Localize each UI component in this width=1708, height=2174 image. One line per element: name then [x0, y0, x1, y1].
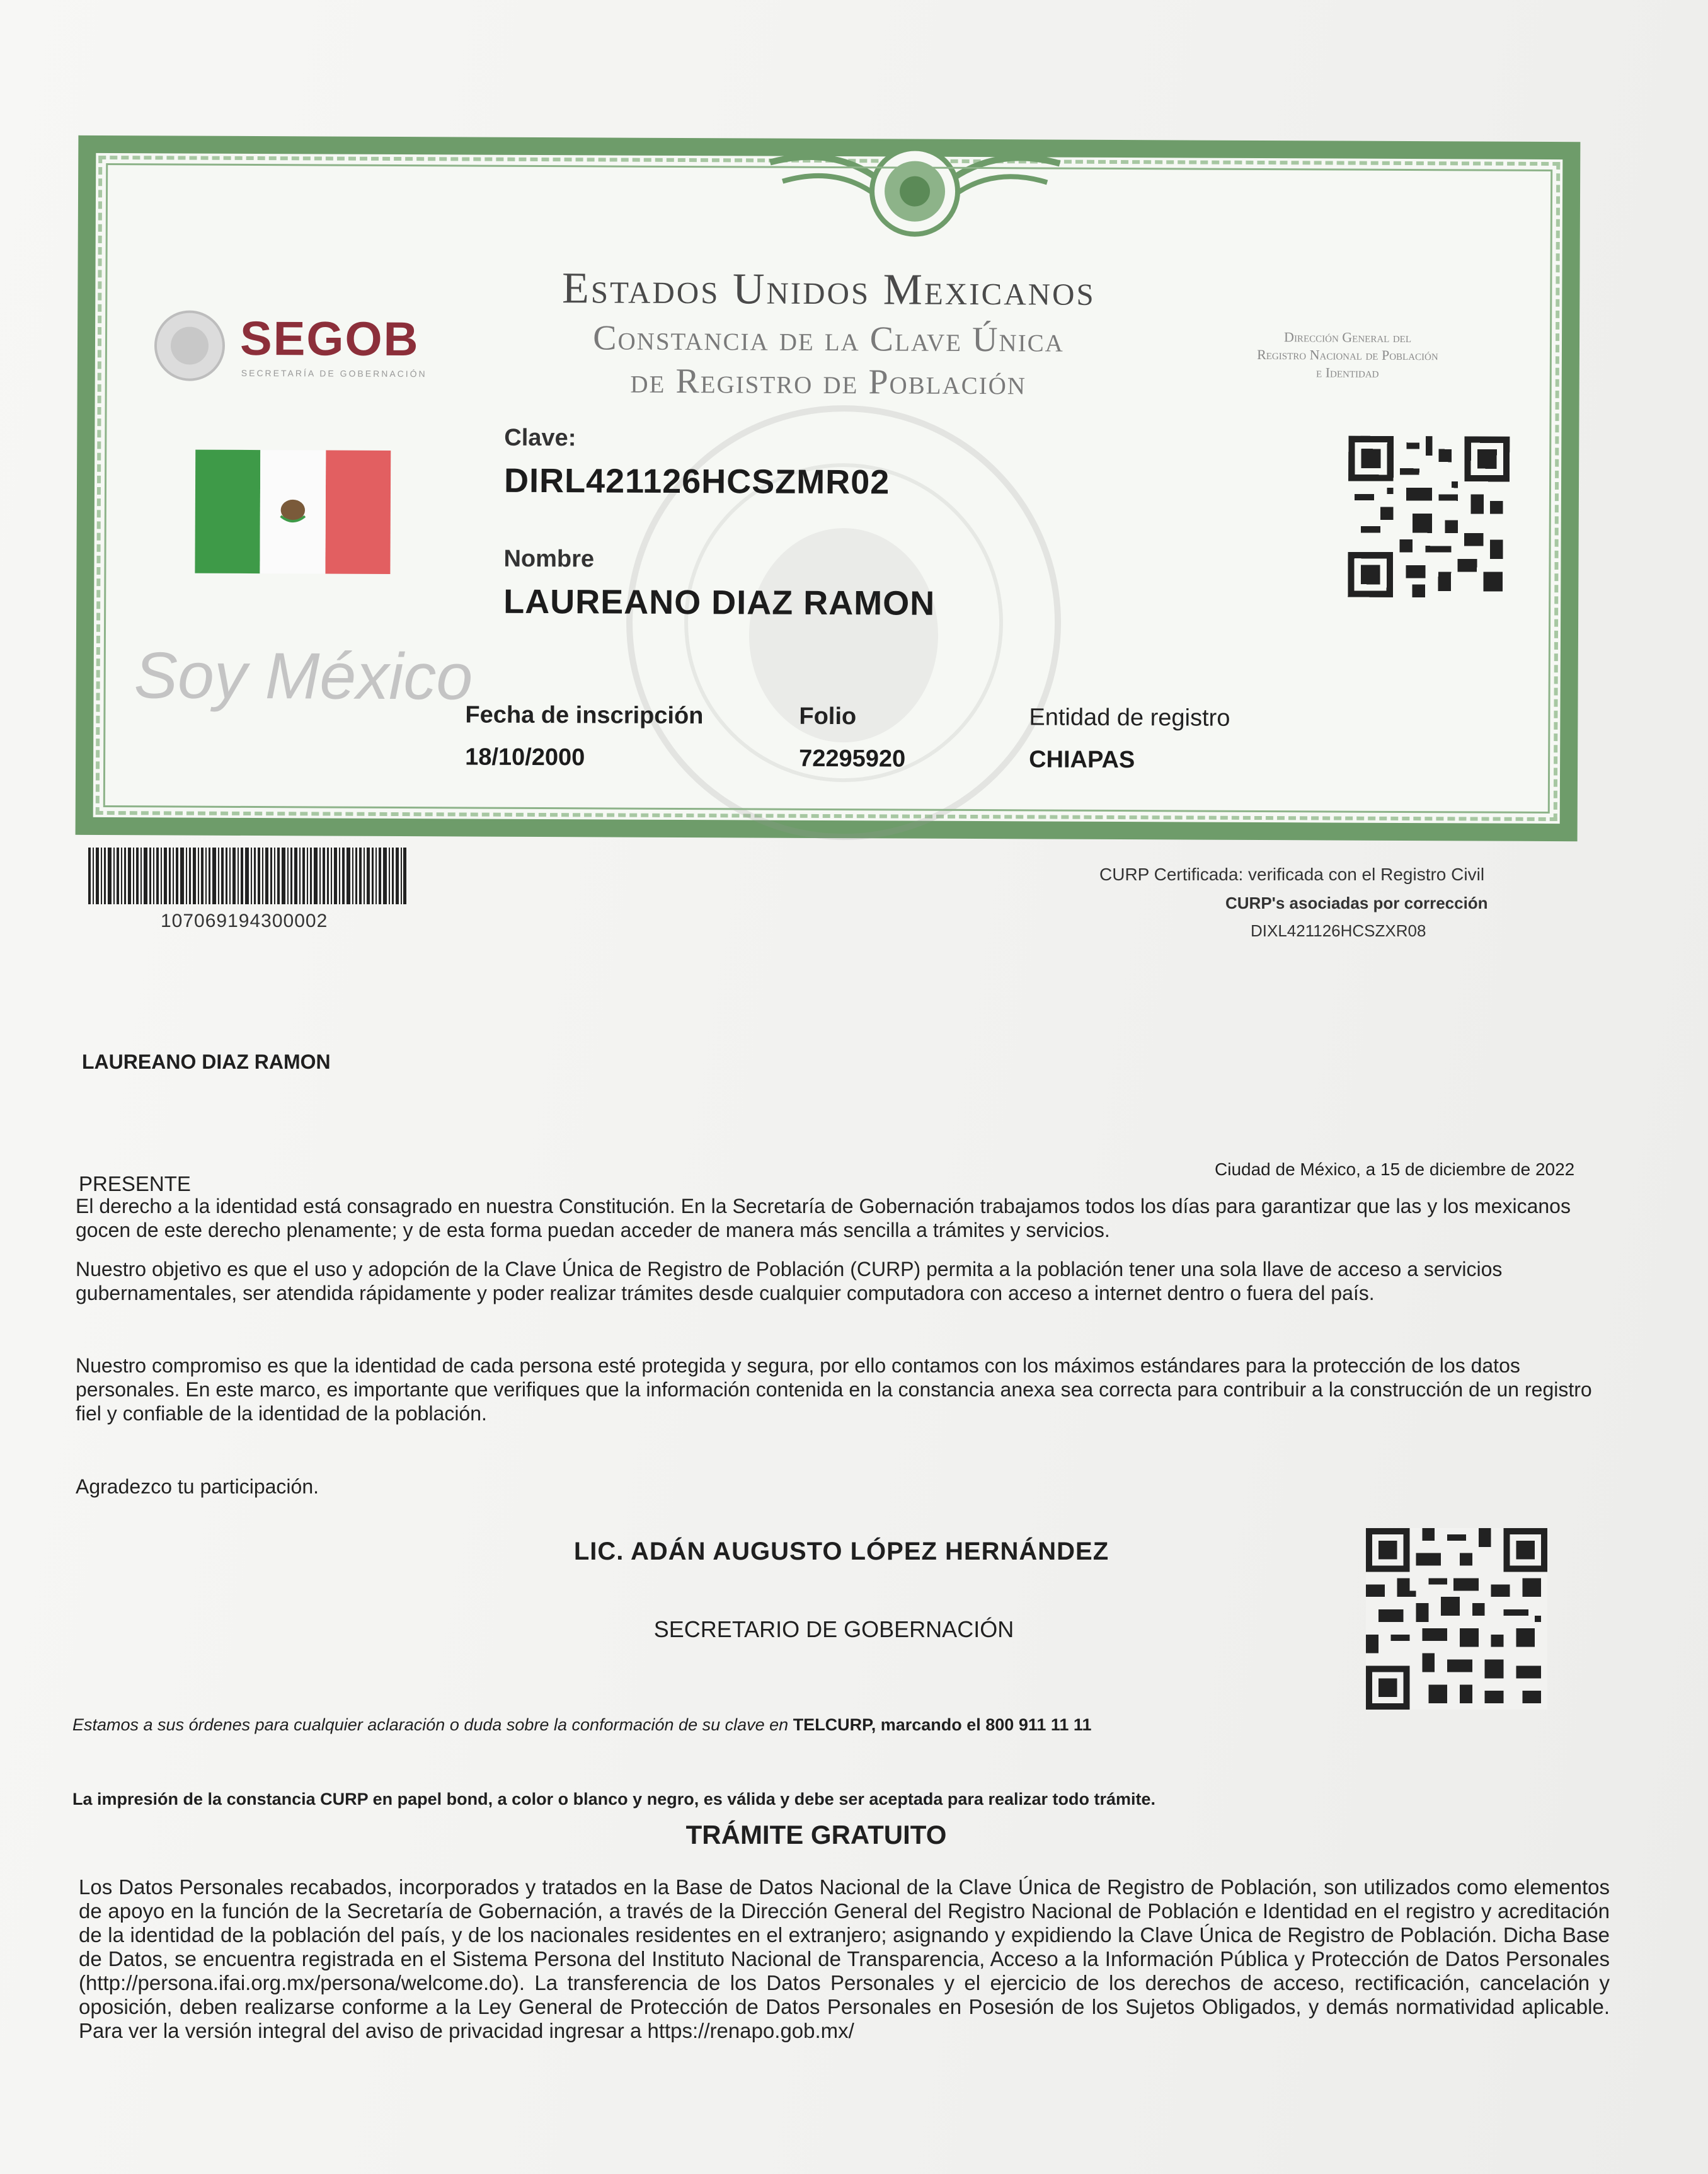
dgrnpi-line2: Registro Nacional de Población [1257, 346, 1438, 364]
signer-name: LIC. ADÁN AUGUSTO LÓPEZ HERNÁNDEZ [573, 1538, 1109, 1565]
segob-subtitle: SECRETARÍA DE GOBERNACIÓN [241, 367, 427, 379]
country-title: Estados Unidos Mexicanos [561, 264, 1096, 315]
qr-code-icon [1366, 1528, 1547, 1710]
entidad-value: CHIAPAS [1029, 746, 1135, 774]
entidad-label: Entidad de registro [1029, 704, 1230, 732]
letter-paragraph-1: El derecho a la identidad está consagrado en nuestra Constitución. En la Secretaría de Gobernación trabajamos todos los días para garantizar que las y los mexicanos gocen de este derecho plenamente; y de esta forma puedan acceder de manera más sencilla a trámites y servicios. [76, 1195, 1571, 1241]
fecha-value: 18/10/2000 [465, 744, 585, 771]
contact-text: Estamos a sus órdenes para cualquier aclaración o duda sobre la conformación de su clave en [72, 1715, 789, 1734]
barcode-icon [88, 848, 406, 904]
dgrnpi-line3: e Identidad [1316, 364, 1379, 381]
letter-presente: PRESENTE [79, 1172, 191, 1195]
segob-logo: SEGOB [239, 311, 420, 367]
crest-ornament-icon [764, 137, 1067, 246]
qr-code-icon [1348, 436, 1510, 598]
letter-addressee: LAUREANO DIAZ RAMON [82, 1050, 331, 1073]
letter-paragraph-4: Agradezco tu participación. [76, 1475, 319, 1498]
nombre-value: LAUREANO DIAZ RAMON [503, 582, 936, 623]
mexico-flag-icon [195, 450, 391, 574]
soy-mexico-slogan: Soy México [134, 639, 473, 714]
curp-certificate [76, 135, 1581, 841]
barcode-number: 107069194300002 [161, 911, 328, 931]
coat-of-arms-watermark-icon [616, 395, 1072, 851]
clave-label: Clave: [504, 424, 576, 452]
curp-value: DIRL421126HCSZMR02 [503, 461, 890, 502]
associated-curp-label: CURP's asociadas por corrección [1225, 894, 1488, 912]
fecha-label: Fecha de inscripción [465, 701, 704, 730]
tramite-gratuito: TRÁMITE GRATUITO [685, 1820, 947, 1849]
validity-note: La impresión de la constancia CURP en papel bond, a color o blanco y negro, es válida y debe ser aceptada para realizar todo trámite. [72, 1790, 1156, 1809]
privacy-notice: Los Datos Personales recabados, incorporados y tratados en la Base de Datos Nacional de la Clave Única de Registro de Población, son utilizados como elementos de apoyo en la función de la Secretaría de Gobernación, a través de la Dirección General del Registro Nacional de Población e Identidad en el registro y acreditación de la identidad de la población del país, y de los nacionales residentes en el extranjero; asignando y expidiendo la Clave Única de Registro de Población. Dicha Base de Datos, se encuentra registrada en el Sistema Persona del Instituto Nacional de Transparencia, Acceso a la Información Pública y Protección de Datos Personales (http://persona.ifai.org.mx/persona/welcome.do). La transferencia de los Datos Personales y el ejercicio de los derechos de acceso, rectificación, cancelación y oposición, deben realizarse conforme a la Ley General de Protección de Datos Personales en Posesión de los Sujetos Obligados, y demás normatividad aplicable. Para ver la versión integral del aviso de privacidad ingresar a https://renapo.gob.mx/ [79, 1875, 1610, 2042]
folio-value: 72295920 [799, 745, 906, 773]
letter-paragraph-2: Nuestro objetivo es que el uso y adopción de la Clave Única de Registro de Población (CURP) permita a la población tener una sola llave de acceso a servicios gubernamentales, ser atendida rápidamente y poder realizar trámites desde cualquier computadora con acceso a internet dentro o fuera del país. [76, 1258, 1503, 1304]
signer-title: SECRETARIO DE GOBERNACIÓN [653, 1616, 1014, 1642]
dgrnpi-line1: Dirección General del [1284, 329, 1412, 346]
nombre-label: Nombre [503, 545, 595, 573]
folio-label: Folio [799, 703, 857, 730]
associated-curp-value: DIXL421126HCSZXR08 [1251, 921, 1426, 940]
document-title-line2: de Registro de Población [630, 361, 1027, 403]
telcurp-phone: TELCURP, marcando el 800 911 11 11 [793, 1715, 1092, 1734]
segob-seal-icon [152, 308, 228, 384]
letter-place-date: Ciudad de México, a 15 de diciembre de 2022 [1215, 1159, 1575, 1179]
dgrnpi-heading [1203, 328, 1493, 382]
document-title-line1: Constancia de la Clave Única [593, 318, 1064, 360]
letter-paragraph-3: Nuestro compromiso es que la identidad de cada persona esté protegida y segura, por ello contamos con los máximos estándares para la protección de los datos personales. En este marco, es importante que verifiques que la información contenida en la constancia anexa sea correcta para contribuir a la construcción de un registro fiel y confiable de la identidad de la población. [76, 1354, 1592, 1425]
telcurp-contact [72, 1715, 1091, 1735]
curp-certified-note: CURP Certificada: verificada con el Registro Civil [1099, 865, 1485, 884]
